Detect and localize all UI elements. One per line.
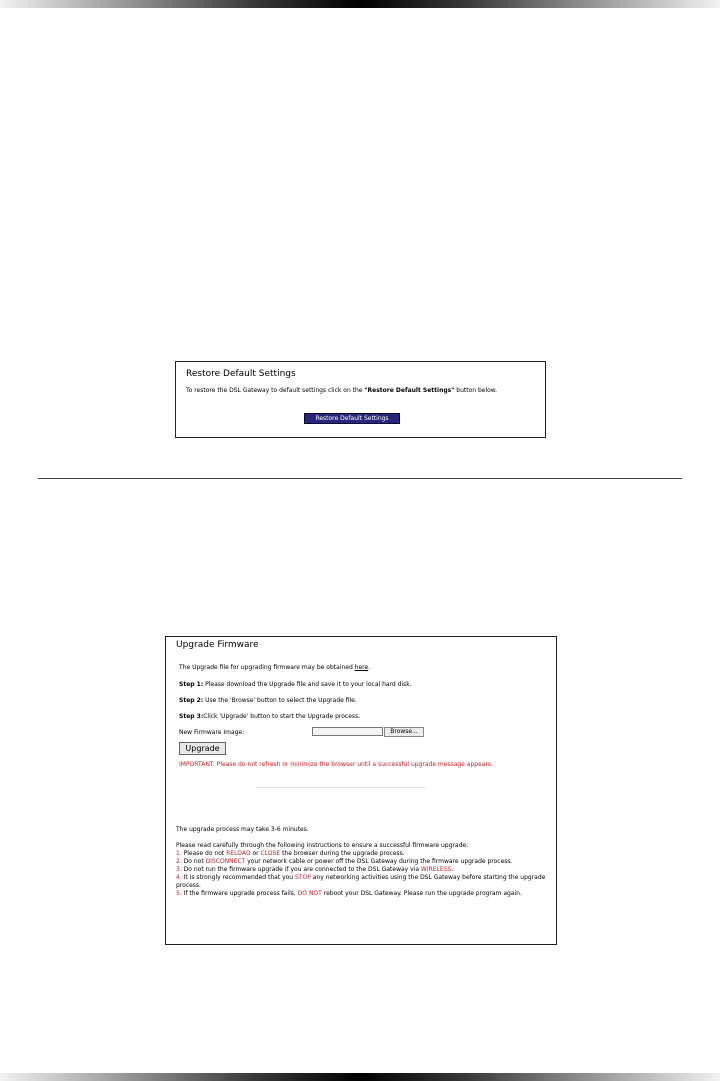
upgrade-separator [257,787,425,788]
instruction-1 [176,850,546,858]
restore-desc-bold: "Restore Default Settings" [364,387,455,394]
instruction-2 [176,858,546,866]
instruction-5 [176,890,546,898]
instruction-3-text-b: . [451,866,454,873]
instruction-2-number: 2. [176,858,182,865]
instruction-3-number: 3. [176,866,182,873]
top-edge-bar [0,0,720,8]
firmware-file-input[interactable] [312,727,383,736]
browse-button[interactable]: Browse... [384,727,424,737]
instruction-3 [176,866,546,874]
instruction-2-disconnect: DISCONNECT [205,858,246,865]
step-3 [179,713,360,721]
restore-default-button[interactable]: Restore Default Settings [304,413,400,424]
important-warning: IMPORTANT: Please do not refresh or minimize the browser until a successful upgrade message appears. [179,761,493,768]
instruction-1-number: 1. [176,850,182,857]
restore-desc-text: To restore the DSL Gateway to default settings click on the [186,387,365,394]
step-3-label: Step 3: [179,713,204,720]
restore-title: Restore Default Settings [186,369,296,379]
step-1 [179,681,412,689]
instruction-1-text-c: the browser during the upgrade process. [280,850,405,857]
restore-description [186,387,535,395]
firmware-image-label: New Firmware Image: [179,729,245,736]
instruction-1-close: CLOSE [260,850,281,857]
restore-default-panel [175,361,546,438]
instruction-5-text-a: If the firmware upgrade process fails, [181,890,298,897]
bottom-edge-bar [0,1073,720,1081]
instruction-2-text-b: your network cable or power off the DSL Gateway during the firmware upgrade process. [245,858,513,865]
step-2-label: Step 2: [179,697,204,704]
step-3-text: Click 'Upgrade' button to start the Upgrade process. [203,713,361,720]
step-1-label: Step 1: [179,681,204,688]
instruction-3-wireless: WIRELESS [420,866,452,873]
instruction-4-text-b: any networking activities using the DSL Gateway before starting the upgrade process. [176,874,546,889]
upgrade-intro-text: The Upgrade file for upgrading firmware may be obtained [179,664,355,671]
upgrade-button[interactable]: Upgrade [179,742,226,755]
instruction-5-text-b: reboot your DSL Gateway. Please run the upgrade program again. [321,890,522,897]
step-2-text: Use the 'Browse' button to select the Upgrade file. [203,697,357,704]
instruction-5-number: 5. [176,890,182,897]
upgrade-title: Upgrade Firmware [176,640,259,650]
upgrade-firmware-panel [165,636,557,945]
upgrade-instructions [176,842,546,898]
instruction-2-text-a: Do not [181,858,206,865]
instruction-1-text-b: or [250,850,261,857]
upgrade-intro [179,664,370,672]
instruction-4 [176,874,546,890]
instruction-4-text-a: It is strongly recommended that you [181,874,296,881]
restore-desc-tail: button below. [454,387,498,394]
upgrade-intro-tail: . [368,664,371,671]
step-1-text: Please download the Upgrade file and save it to your local hard disk. [203,681,412,688]
upgrade-duration: The upgrade process may take 3-6 minutes. [176,826,309,833]
instruction-1-reload: RELOAD [226,850,251,857]
instruction-5-do-not: DO NOT [297,890,322,897]
step-2 [179,697,357,705]
instruction-1-text-a: Please do not [181,850,227,857]
instruction-4-number: 4. [176,874,182,881]
here-link[interactable]: here [354,664,369,671]
instructions-intro: Please read carefully through the following instructions to ensure a successful firmware upgrade: [176,842,469,849]
instruction-4-stop: STOP [295,874,311,881]
instruction-3-text-a: Do not run the firmware upgrade if you are connected to the DSL Gateway via [181,866,421,873]
section-divider [38,478,682,479]
